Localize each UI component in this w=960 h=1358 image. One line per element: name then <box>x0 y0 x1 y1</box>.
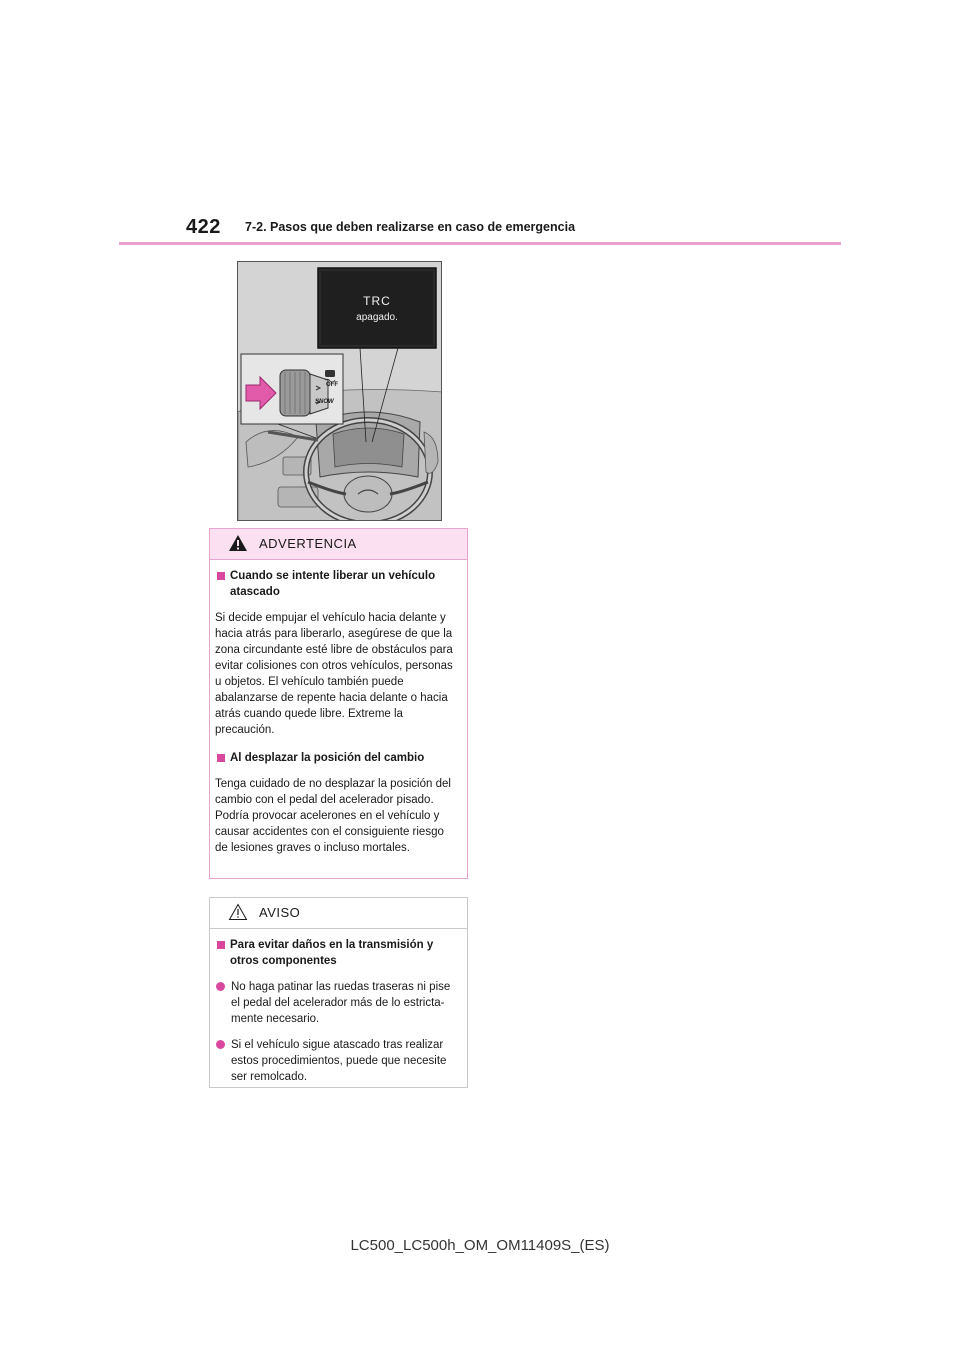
notice-box <box>209 897 468 1088</box>
warning-subheading-stuck-text: Cuando se intente liberar un vehículo atascado <box>230 570 436 598</box>
notice-subheading-text: Para evitar daños en la transmisión y otros componentes <box>230 939 434 967</box>
square-bullet-icon <box>217 754 225 762</box>
notice-subheading <box>215 937 459 969</box>
round-bullet-icon <box>216 982 225 991</box>
trc-switch-illustration <box>237 261 442 521</box>
square-bullet-icon <box>217 941 225 949</box>
warning-text-shift-2: Podría provocar acelerones en el vehículo y causar accidentes con el consiguiente riesgo de lesiones graves o incluso mortales. <box>215 810 444 854</box>
switch-off-label: OFF <box>326 382 338 388</box>
page-number: 422 <box>186 216 221 238</box>
warning-text-shift-1: Tenga cuidado de no desplazar la posición del cambio con el pedal del acelerador pisado. <box>215 778 451 806</box>
display-off-text: apagado. <box>356 311 398 323</box>
notice-title: AVISO <box>259 905 301 920</box>
display-trc-text: TRC <box>363 293 391 308</box>
warning-header <box>210 529 467 560</box>
warning-subheading-stuck <box>215 568 459 600</box>
caution-triangle-outline-icon <box>228 903 248 921</box>
square-bullet-icon <box>217 572 225 580</box>
multi-info-display <box>319 270 435 346</box>
warning-box <box>209 528 468 879</box>
document-code: LC500_LC500h_OM_OM11409S_(ES) <box>350 1237 610 1254</box>
warning-subheading-shift-text: Al desplazar la posición del cambio <box>230 752 425 764</box>
warning-triangle-icon <box>228 534 248 552</box>
notice-bullet-text: Si el vehículo sigue atascado tras realizar estos procedimientos, puede que necesite ser remolcado. <box>231 1039 447 1083</box>
warning-subheading-shift <box>215 750 459 766</box>
section-title: 7-2. Pasos que deben realizarse en caso de emergencia <box>245 220 576 234</box>
switch-snow-label: SNOW <box>315 399 334 405</box>
round-bullet-icon <box>216 1040 225 1049</box>
notice-header <box>210 898 467 929</box>
notice-bullet-item <box>215 979 459 1027</box>
warning-text-stuck: Si decide empujar el vehículo hacia delante y hacia atrás para liberarlo, asegúrese de que la zona circundante esté libre de obstáculos para evitar colisiones con otros vehículos, personas u objetos. El vehículo también puede abalanzarse de repente hacia delante o hacia atrás cuando quede libre. Extreme la precaución. <box>215 612 453 736</box>
notice-bullet-text: No haga patinar las ruedas traseras ni pise el pedal del acelerador más de lo estricta-mente necesario. <box>231 981 451 1025</box>
warning-title: ADVERTENCIA <box>259 536 357 551</box>
notice-bullet-item <box>215 1037 459 1085</box>
header-divider <box>119 242 841 245</box>
